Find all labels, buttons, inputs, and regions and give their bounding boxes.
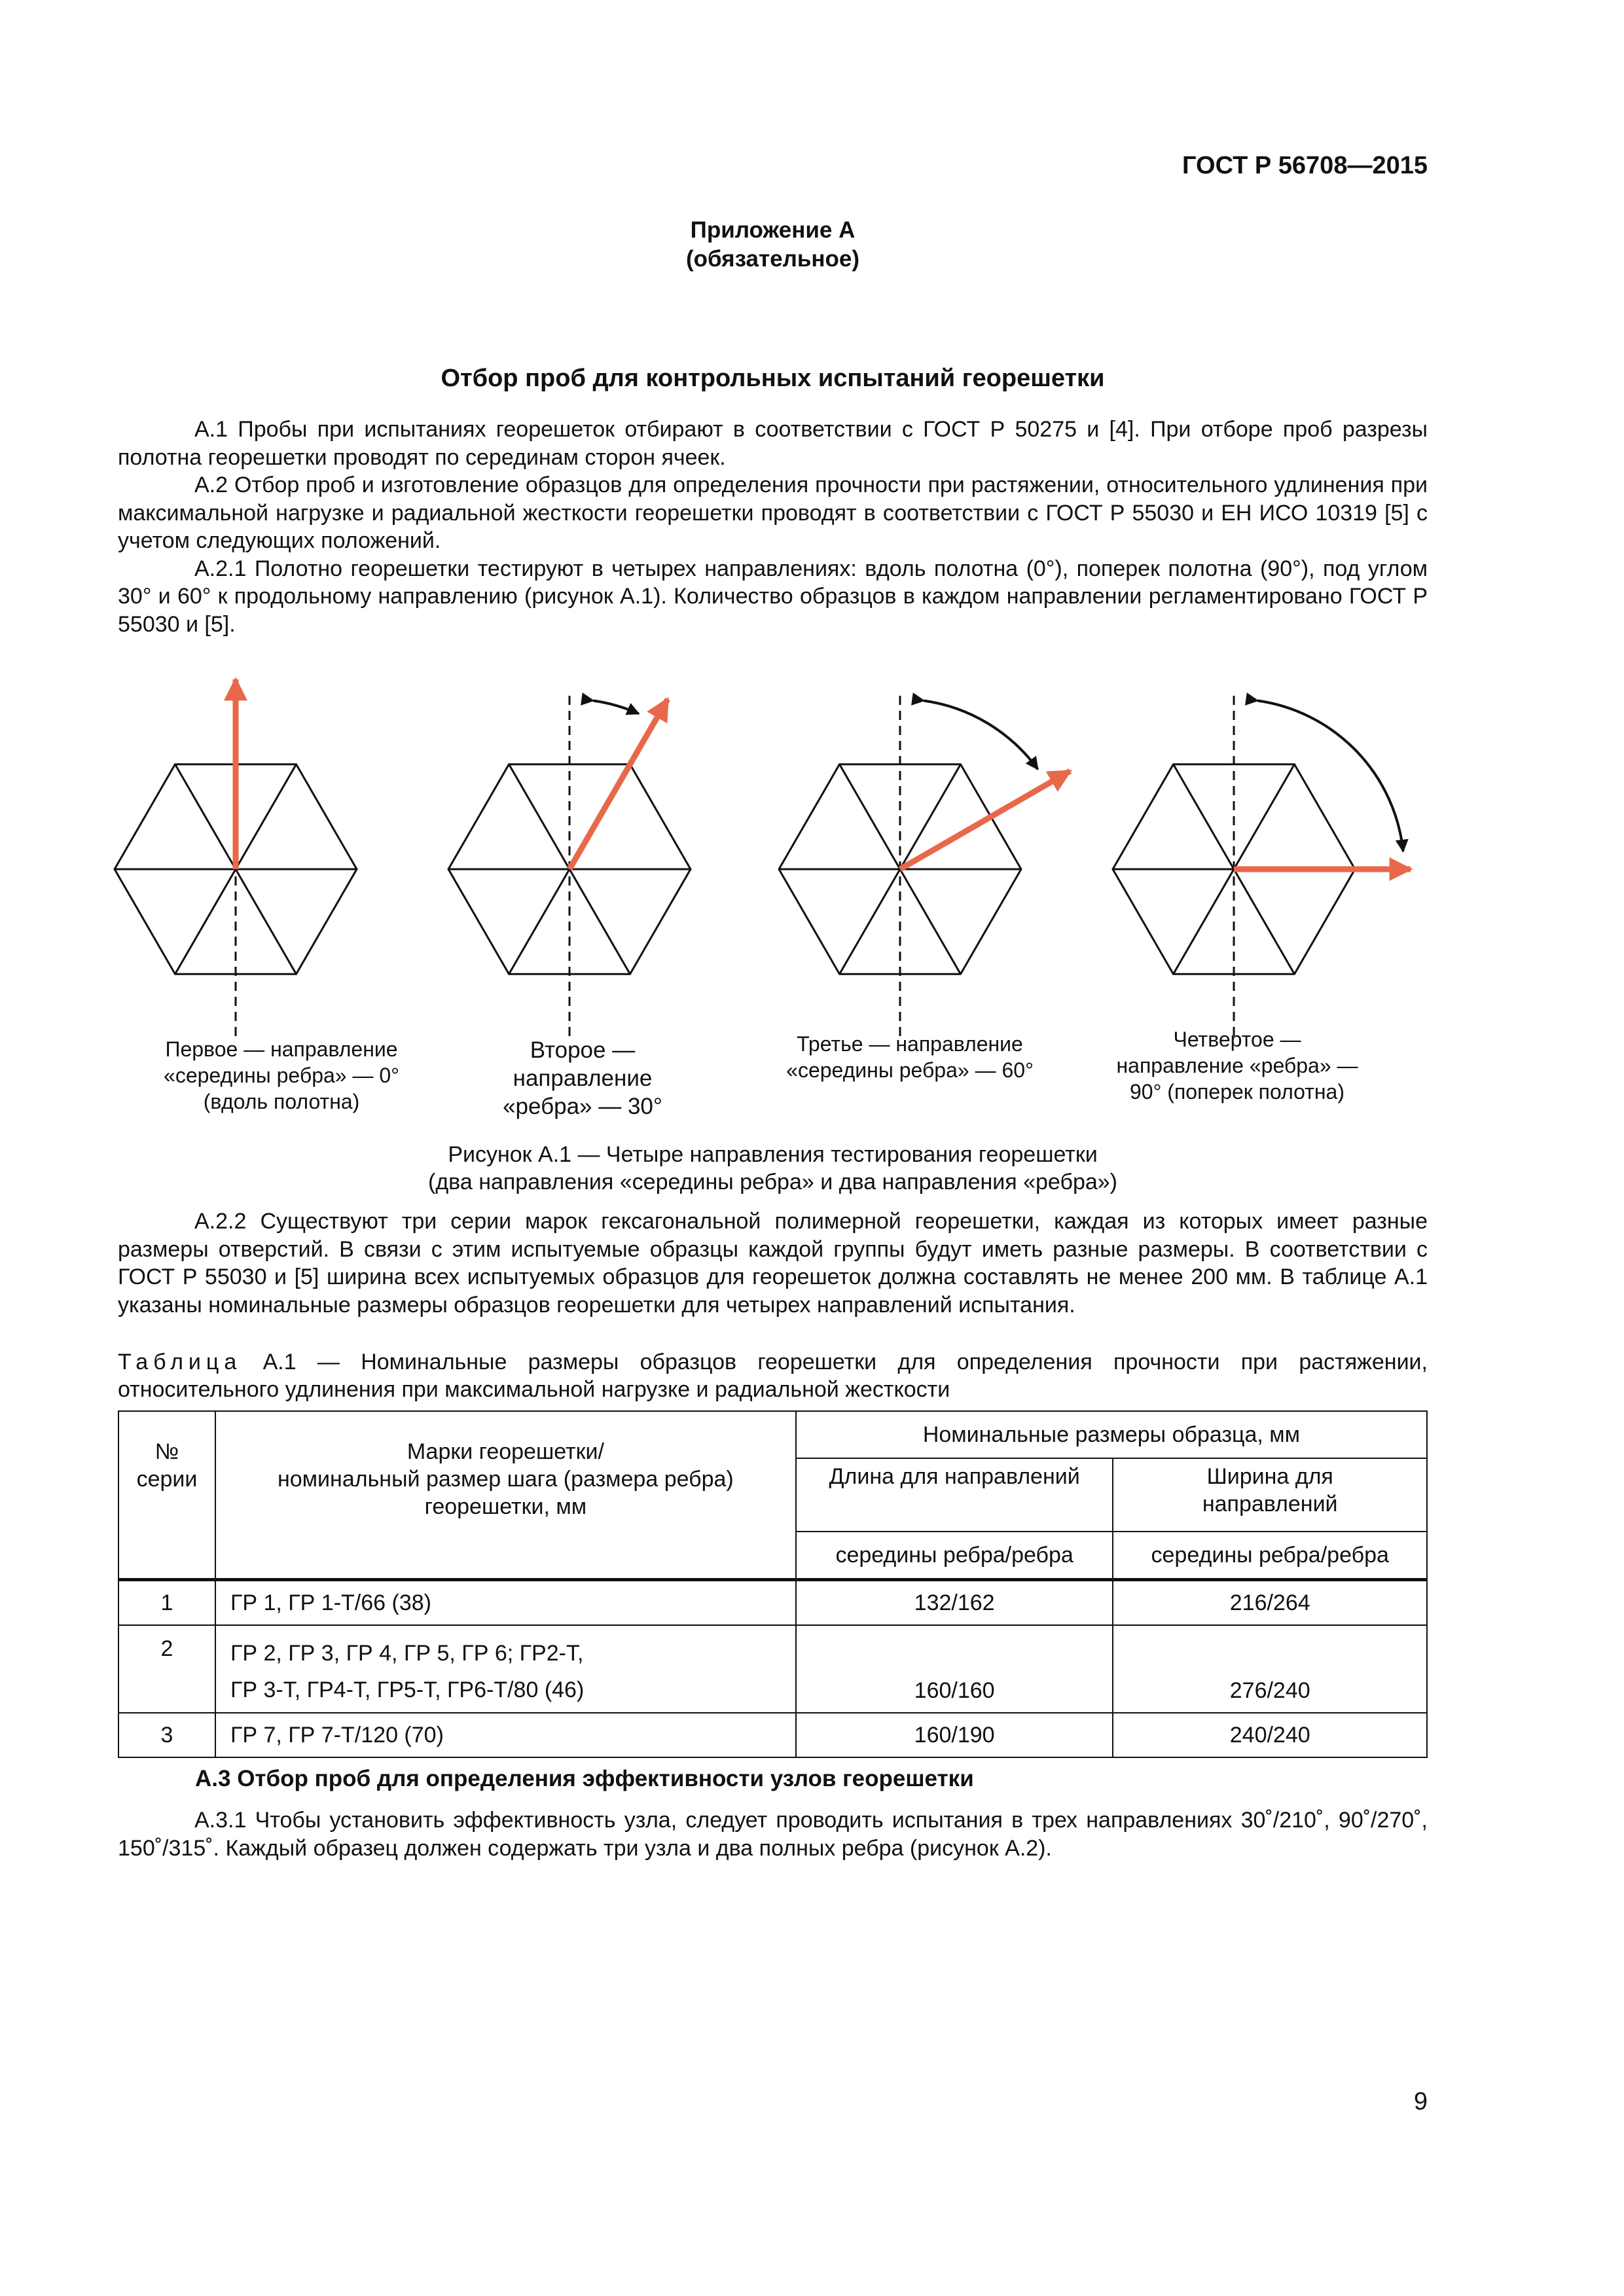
paragraph-a31-block: [118, 1806, 1428, 1862]
hexagon-spoke: [175, 764, 236, 869]
document-code: ГОСТ Р 56708—2015: [1182, 152, 1428, 179]
section-a3-title: А.3 Отбор проб для определения эффективности узлов георешетки: [195, 1766, 974, 1791]
hexagon-spoke: [236, 764, 297, 869]
table-row: 3 ГР 7, ГР 7-Т/120 (70) 160/190 240/240: [118, 1713, 1427, 1757]
rotation-arc: [593, 701, 639, 714]
panel-2-hexagon: [448, 696, 691, 1036]
figure-caption: [118, 1141, 1428, 1196]
hexagon-spoke: [509, 764, 570, 869]
hexagon-spoke: [840, 869, 901, 974]
hexagon-spoke: [1174, 764, 1235, 869]
caption-panel-3: Третье — направление «середины ребра» — 60°: [786, 1032, 1034, 1082]
direction-arrow: [569, 699, 668, 869]
paragraph-a1: А.1 Пробы при испытаниях георешеток отбирают в соответствии с ГОСТ Р 50275 и [4]. При отборе проб разрезы полотна георешетки проводят по серединам сторон ячеек.: [118, 417, 1428, 470]
hexagon-spoke: [840, 764, 901, 869]
header-marks: Марки георешетки/ номинальный размер шага (размера ребра) георешетки, мм: [215, 1411, 796, 1580]
table-header-row: [118, 1411, 1427, 1458]
header-length: Длина для направлений: [796, 1458, 1113, 1532]
hexagon-spoke: [1234, 869, 1295, 974]
page-number: 9: [1413, 2088, 1428, 2115]
panel-4-hexagon: [1113, 696, 1411, 1036]
hexagon-spoke: [236, 869, 297, 974]
figure-caption-line-1: Рисунок А.1 — Четыре направления тестирования георешетки: [448, 1142, 1098, 1167]
caption-panel-1: Первое — направление «середины ребра» — 0° (вдоль полотна): [164, 1037, 399, 1113]
paragraph-a21: А.2.1 Полотно георешетки тестируют в четырех направлениях: вдоль полотна (0°), поперек полотна (90°), под углом 30° и 60° к продольному направлению (рисунок А.1). Количество образцов в каждом направлении регламентировано ГОСТ Р 55030 и [5].: [118, 556, 1428, 637]
caption-panel-4: Четвертое — направление «ребра» — 90° (поперек полотна): [1116, 1028, 1358, 1103]
direction-arrow: [900, 771, 1070, 869]
header-width: Ширина для направлений: [1113, 1458, 1427, 1532]
appendix-heading: [118, 216, 1428, 274]
figure-test-directions: [98, 661, 1434, 1047]
caption-panel-2: Второе — направление «ребра» — 30°: [503, 1037, 662, 1119]
header-nominal-sizes: Номинальные размеры образца, мм: [796, 1411, 1427, 1458]
appendix-status: (обязательное): [685, 246, 859, 272]
rotation-arc: [1257, 701, 1403, 852]
table-row: 2 ГР 2, ГР 3, ГР 4, ГР 5, ГР 6; ГР2-Т, ГР 3-Т, ГР4-Т, ГР5-Т, ГР6-Т/80 (46) 160/160 276/240: [118, 1625, 1427, 1713]
figure-caption-line-2: (два направления «середины ребра» и два направления «ребра»): [428, 1170, 1117, 1194]
hexagon-spoke: [509, 869, 570, 974]
paragraph-a22: А.2.2 Существуют три серии марок гексагональной полимерной георешетки, каждая из которых имеет разные размеры отверстий. В связи с этим испытуемые образцы каждой группы будут иметь разные размеры. В соответствии с ГОСТ Р 55030 и [5] ширина всех испытуемых образцов для георешеток должна составлять не менее 200 мм. В таблице А.1 указаны номинальные размеры образцов георешетки для четырех направлений испытания.: [118, 1209, 1428, 1318]
table-title: [118, 1348, 1428, 1403]
table-title-word: Таблица: [118, 1350, 242, 1374]
header-width-sub: середины ребра/ребра: [1113, 1532, 1427, 1580]
hexagon-spoke: [900, 869, 961, 974]
header-series: № серии: [118, 1411, 215, 1580]
hexagon-spoke: [1234, 764, 1295, 869]
paragraph-a2: А.2 Отбор проб и изготовление образцов для определения прочности при растяжении, относительного удлинения при максимальной нагрузке и радиальной жесткости георешетки проводят в соответствии с ГОСТ Р 55030 и ЕН ИСО 10319 [5] с учетом следующих положений.: [118, 473, 1428, 553]
rotation-arc: [924, 701, 1038, 770]
paragraph-a22-block: [118, 1208, 1428, 1319]
section-title: Отбор проб для контрольных испытаний георешетки: [441, 365, 1105, 392]
paragraph-a31: А.3.1 Чтобы установить эффективность узла, следует проводить испытания в трех направлениях 30˚/210˚, 90˚/270˚, 150˚/315˚. Каждый образец должен содержать три узла и два полных ребра (рисунок А.2).: [118, 1808, 1428, 1861]
intro-text: [118, 416, 1428, 638]
panel-1-hexagon: [115, 679, 357, 1036]
dimensions-table: [118, 1410, 1428, 1758]
hexagon-spoke: [569, 869, 630, 974]
table-row: 1 ГР 1, ГР 1-Т/66 (38) 132/162 216/264: [118, 1580, 1427, 1626]
header-length-sub: середины ребра/ребра: [796, 1532, 1113, 1580]
panel-3-hexagon: [779, 696, 1070, 1036]
hexagon-spoke: [175, 869, 236, 974]
table-title-text: А.1 — Номинальные размеры образцов георешетки для определения прочности при растяжении, относительного удлинения при максимальной нагрузке и радиальной жесткости: [118, 1350, 1428, 1402]
hexagon-spoke: [1174, 869, 1235, 974]
appendix-title: Приложение А: [690, 217, 856, 243]
